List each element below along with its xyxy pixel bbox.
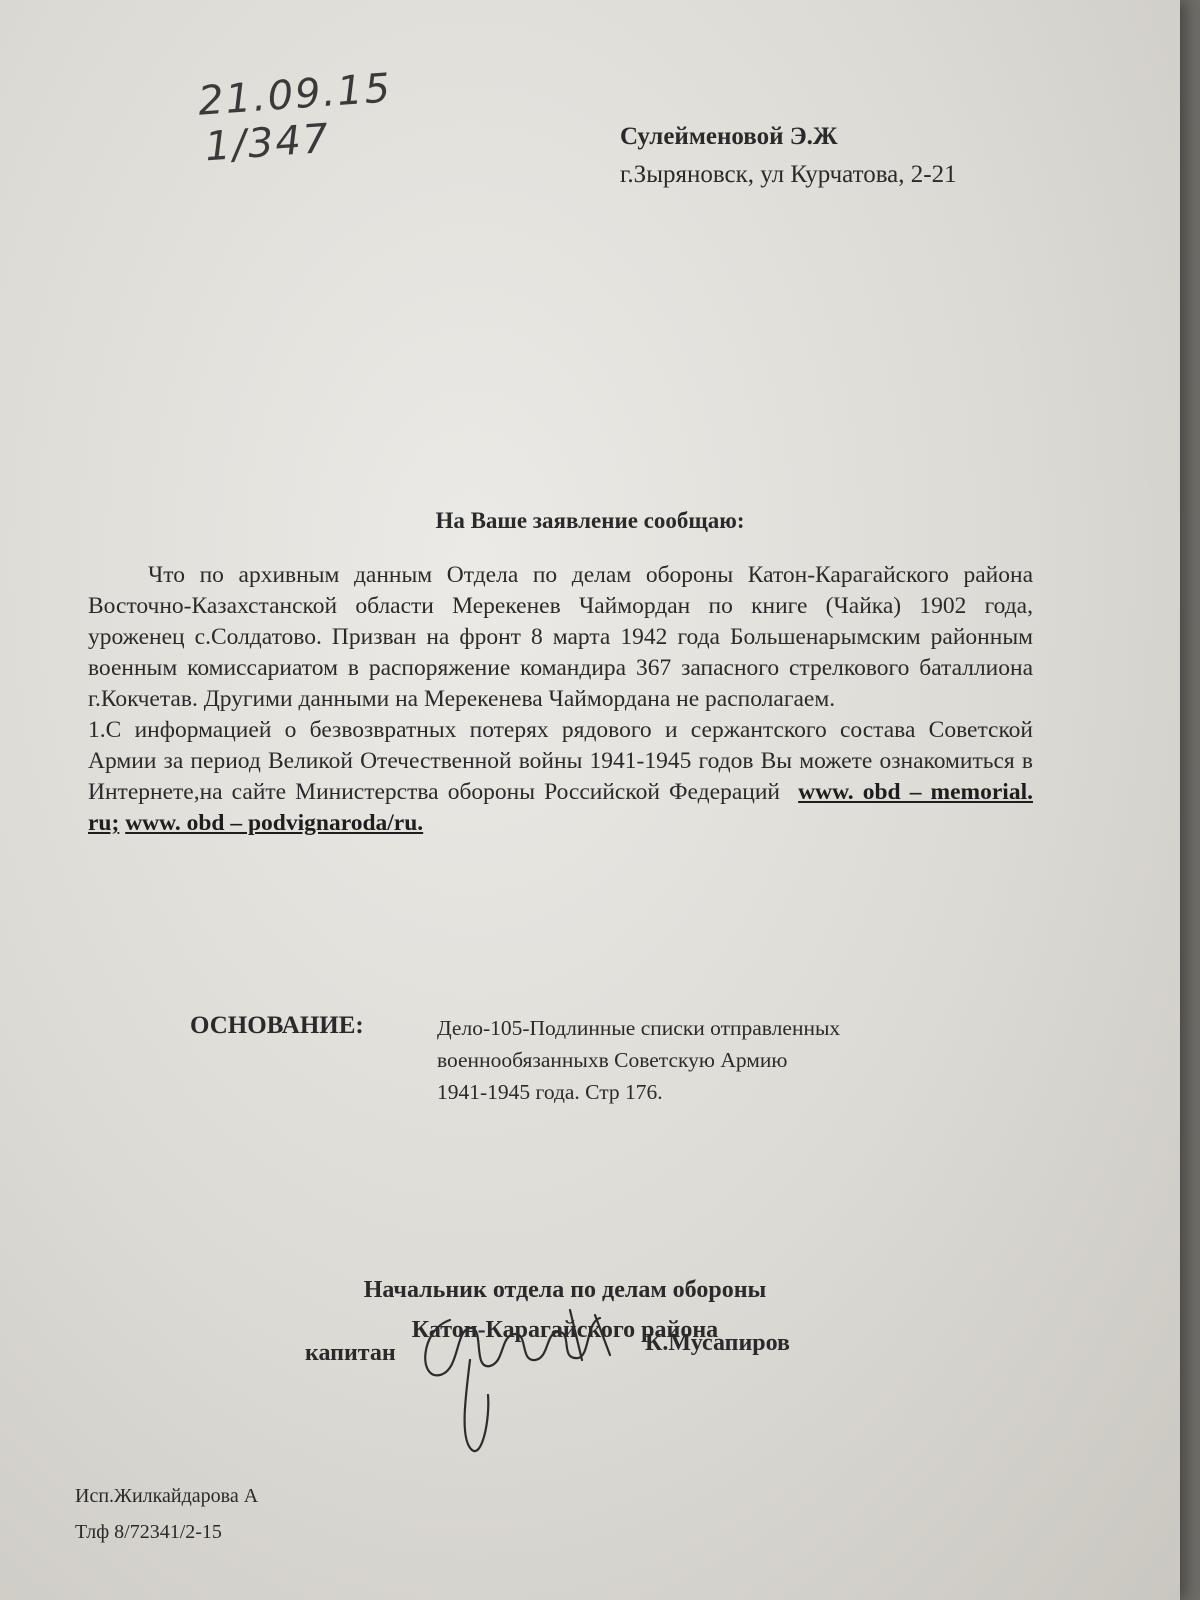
executor-block xyxy=(75,1478,258,1550)
addressee-address: г.Зыряновск, ул Курчатова, 2-21 xyxy=(620,161,957,188)
signer-title-line-2: Катон-Карагайского района xyxy=(411,1317,719,1343)
body-paragraph-1: Что по архивным данным Отдела по делам обороны Катон-Карагайского района Восточно-Казахстанской области Мерекенев Чаймордан по книге (Чайка) 1902 года, уроженец с.Солдатово. Призван на фронт 8 марта 1942 года Большенарымским районным военным комиссариатом в распоряжение командира 367 запасного стрелкового баталлиона г.Кокчетав. Другими данными на Мерекенева Чаймордана не располагаем. xyxy=(88,562,1033,712)
body-paragraph-2-text: 1.С информацией о безвозвратных потерях рядового и сержантского состава Советской Армии за период Великой Отечественной войны 1941-1945 годов Вы можете ознакомиться в Интернете,на сайте Министерства обороны Российской Федераций xyxy=(88,717,1033,805)
basis-line-2: военнообязанныхв Советскую Армию xyxy=(437,1048,788,1072)
executor-name: Исп.Жилкайдарова А xyxy=(75,1485,259,1507)
handwritten-signature xyxy=(410,1300,630,1470)
link-podvig-naroda[interactable]: www. obd – podvignaroda/ru. xyxy=(125,810,424,836)
basis-label: ОСНОВАНИЕ: xyxy=(190,1012,364,1039)
basis-text xyxy=(437,1012,997,1108)
handwritten-date: 21.09.15 xyxy=(196,65,394,125)
basis-line-1: Дело-105-Подлинные списки отправленных xyxy=(437,1016,841,1040)
signer-name: К.Мусапиров xyxy=(645,1330,790,1356)
letter-body xyxy=(88,560,1033,839)
link-obd-memorial[interactable]: www. obd – memorial. ru; xyxy=(88,779,1033,836)
executor-phone: Тлф 8/72341/2-15 xyxy=(75,1521,222,1543)
addressee-block xyxy=(620,118,957,194)
body-paragraph-2 xyxy=(88,715,1033,839)
signer-rank: капитан xyxy=(305,1340,396,1366)
letter-heading: На Ваше заявление сообщаю: xyxy=(435,508,745,533)
addressee-name: Сулейменовой Э.Ж xyxy=(620,123,838,150)
signer-title-line-1: Начальник отдела по делам обороны xyxy=(363,1277,767,1303)
handwritten-ref-number: 1/347 xyxy=(203,115,332,171)
basis-line-3: 1941-1945 года. Стр 176. xyxy=(437,1080,663,1104)
